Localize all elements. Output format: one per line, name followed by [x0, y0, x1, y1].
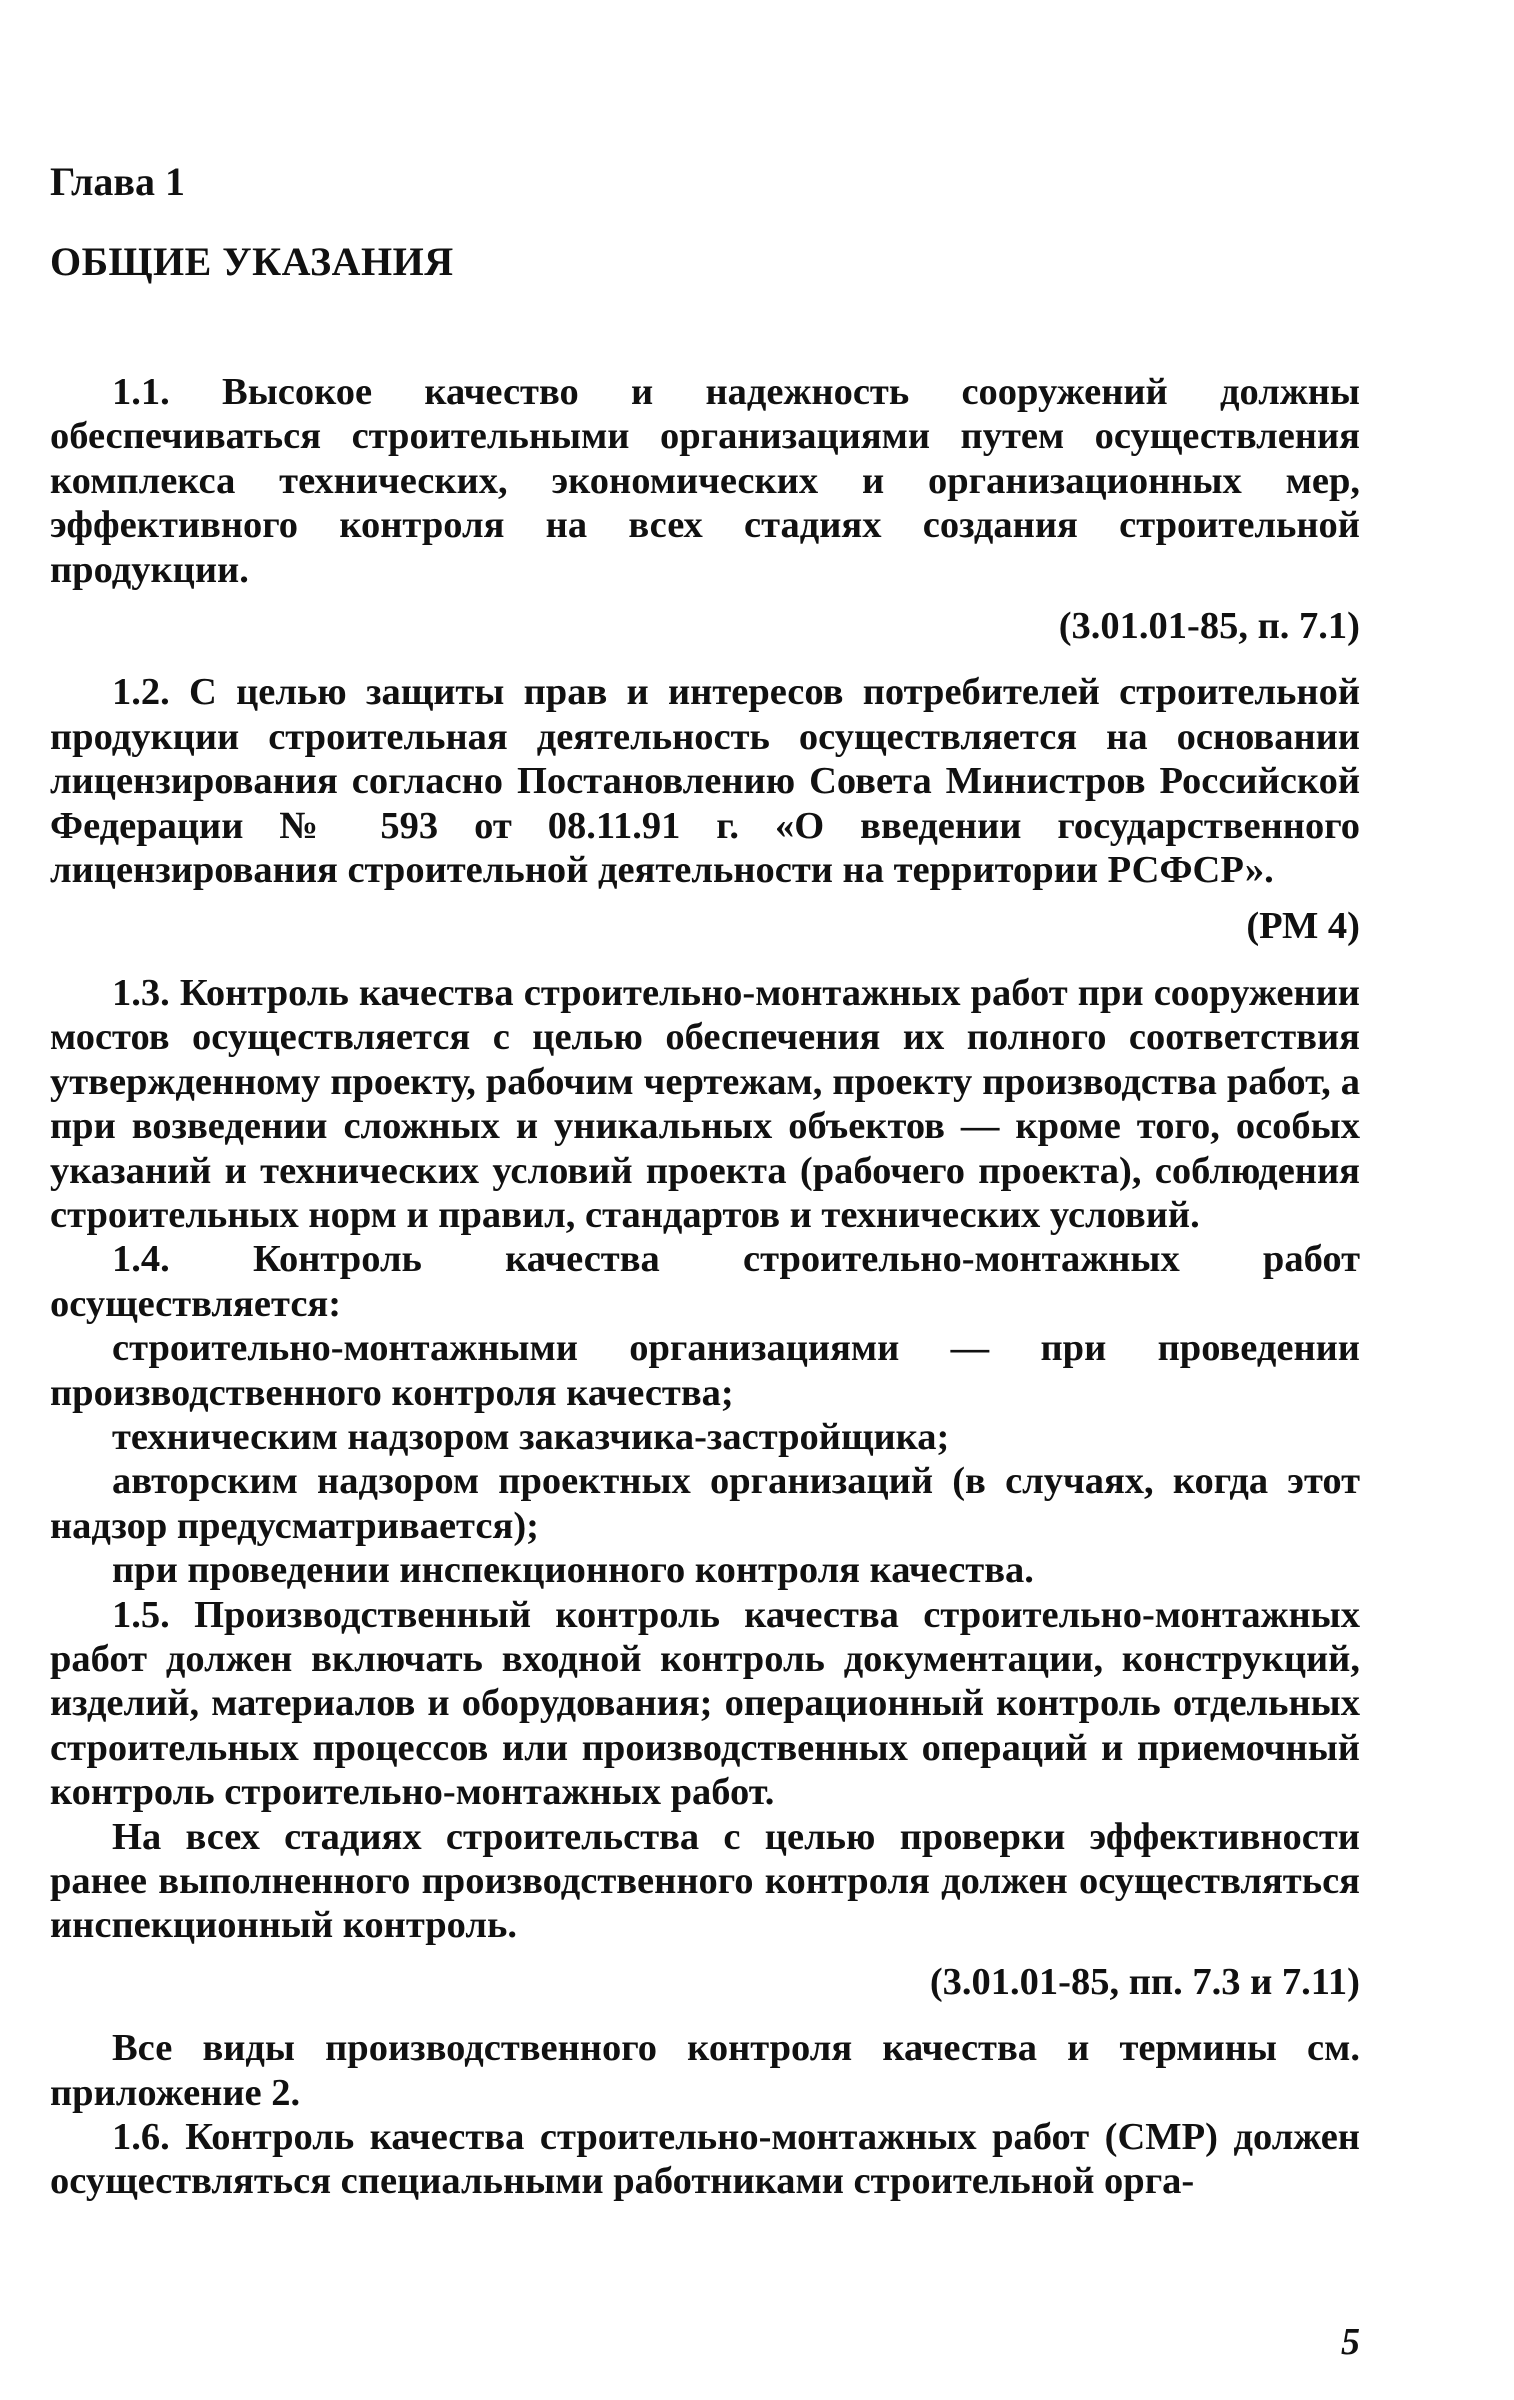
chapter-title: ОБЩИЕ УКАЗАНИЯ: [50, 239, 454, 284]
paragraph-1-6: 1.6. Контроль качества строительно-монтажных работ (СМР) должен осуществляться специальными работниками строительной орга-: [50, 2116, 1360, 2203]
list-item: строительно-монтажными организациями — при проведении производственного контроля качества;: [50, 1327, 1360, 1414]
reference-1-2: (РМ 4): [1246, 905, 1360, 948]
list-item: авторским надзором проектных организаций (в случаях, когда этот надзор предусматривается);: [50, 1460, 1360, 1547]
paragraph-1-5-continued: На всех стадиях строительства с целью проверки эффективности ранее выполненного производственного контроля должен осуществляться инспекционный контроль.: [50, 1815, 1360, 1947]
paragraph-1-5: 1.5. Производственный контроль качества строительно-монтажных работ должен включать входной контроль документации, конструкций, изделий, материалов и оборудования; операционный контроль отдельных строительных процессов или производственных операций и приемочный контроль строительно-монтажных работ.: [50, 1593, 1360, 1814]
page-content: [50, 370, 1360, 2204]
reference-1-5: (3.01.01-85, пп. 7.3 и 7.11): [929, 1960, 1360, 2003]
list-item: техническим надзором заказчика-застройщика;: [112, 1415, 950, 1458]
page-number: 5: [1341, 2321, 1360, 2363]
reference-1-1: (3.01.01-85, п. 7.1): [1058, 605, 1360, 648]
chapter-label: Глава 1: [50, 159, 185, 204]
paragraph-1-3: 1.3. Контроль качества строительно-монтажных работ при сооружении мостов осуществляется с целью обеспечения их полного соответствия утвержденному проекту, рабочим чертежам, проекту производства работ, а при возведении сложных и уникальных объектов — кроме того, особых указаний и технических условий проекта (рабочего проекта), соблюдения строительных норм и правил, стандартов и технических условий.: [50, 971, 1360, 1236]
paragraph-1-4: 1.4. Контроль качества строительно-монтажных работ осуществляется:: [50, 1238, 1360, 1325]
list-item: при проведении инспекционного контроля качества.: [112, 1549, 1034, 1592]
paragraph-1-1: 1.1. Высокое качество и надежность сооружений должны обеспечиваться строительными организациями путем осуществления комплекса технических, экономических и организационных мер, эффективного контроля на всех стадиях создания строительной продукции.: [50, 371, 1360, 591]
paragraph-1-2: 1.2. С целью защиты прав и интересов потребителей строительной продукции строительная деятельность осуществляется на основании лицензирования согласно Постановлению Совета Министров Российской Федерации № 593 от 08.11.91 г. «О введении государственного лицензирования строительной деятельности на территории РСФСР».: [50, 671, 1360, 892]
paragraph-all-control-types: Все виды производственного контроля качества и термины см. приложение 2.: [50, 2027, 1360, 2114]
